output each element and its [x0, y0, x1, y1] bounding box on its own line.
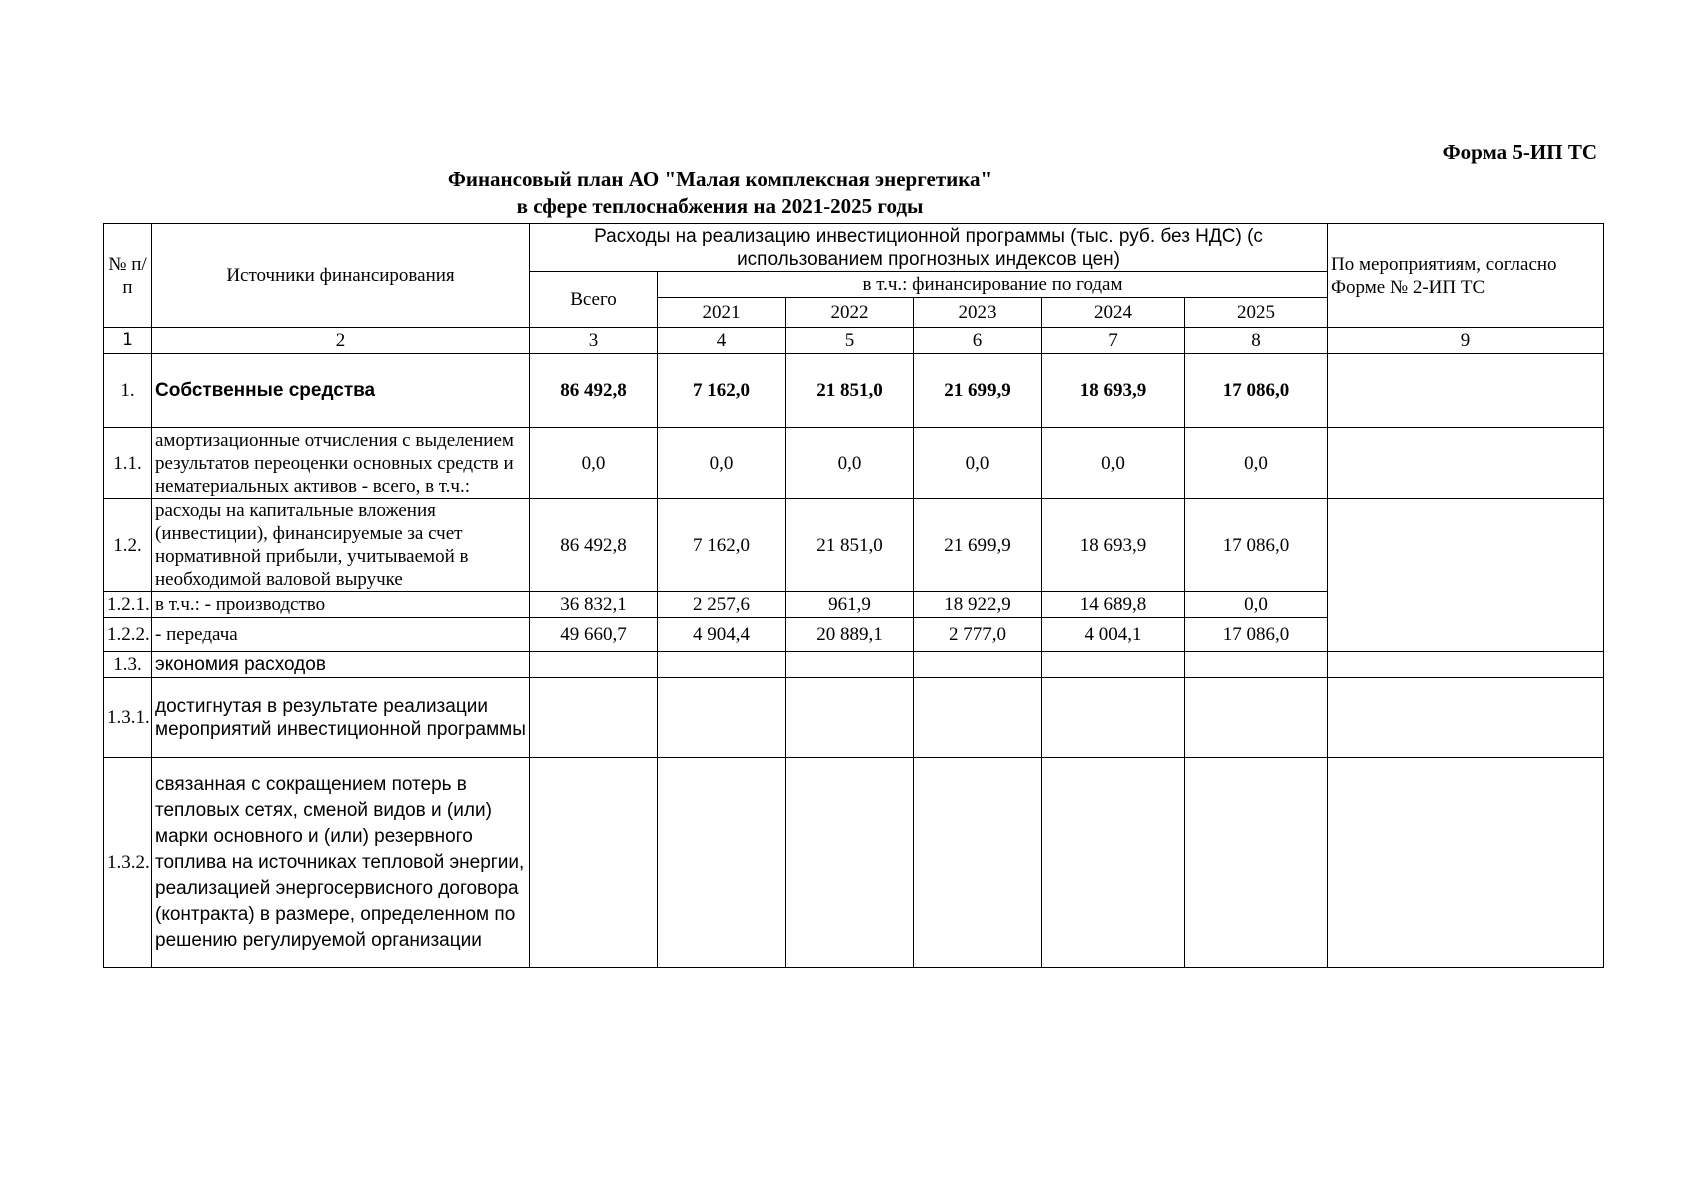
row-num: 1.2.: [104, 499, 152, 592]
header-year: 2025: [1185, 298, 1328, 328]
row-num: 1.2.2.: [104, 618, 152, 652]
index-cell: 6: [914, 328, 1042, 354]
index-cell: 2: [152, 328, 530, 354]
index-cell: 3: [530, 328, 658, 354]
table-row: [104, 428, 1604, 499]
header-year: 2023: [914, 298, 1042, 328]
title-line-1: Финансовый план АО "Малая комплексная энергетика": [447, 167, 993, 191]
row-total: 49 660,7: [530, 618, 658, 652]
row-measures: [1328, 428, 1604, 499]
form-code: Форма 5-ИП ТС: [1442, 140, 1597, 164]
row-value: 7 162,0: [658, 354, 786, 428]
row-total: [530, 652, 658, 678]
row-value: [1185, 652, 1328, 678]
header-sources: Источники финансирования: [152, 224, 530, 328]
row-name: в т.ч.: - производство: [152, 592, 530, 618]
row-value: 18 922,9: [914, 592, 1042, 618]
row-value: 17 086,0: [1185, 354, 1328, 428]
index-cell: 9: [1328, 328, 1604, 354]
financial-plan-table: [103, 223, 1604, 968]
header-measures: По мероприятиям, согласно Форме № 2-ИП ТС: [1328, 224, 1604, 328]
row-value: 17 086,0: [1185, 499, 1328, 592]
row-value: 21 851,0: [786, 354, 914, 428]
table-row: [104, 758, 1604, 968]
index-cell: 1: [104, 328, 152, 354]
index-cell: 4: [658, 328, 786, 354]
row-name: достигнутая в результате реализации мероприятий инвестиционной программы: [152, 678, 530, 758]
row-value: [786, 678, 914, 758]
row-value: 0,0: [1185, 592, 1328, 618]
header-total: Всего: [530, 272, 658, 328]
row-total: 86 492,8: [530, 354, 658, 428]
row-num: 1.1.: [104, 428, 152, 499]
page-title: [420, 166, 1020, 220]
row-name: Собственные средства: [152, 354, 530, 428]
header-year: 2022: [786, 298, 914, 328]
row-measures: [1328, 758, 1604, 968]
index-cell: 7: [1042, 328, 1185, 354]
header-expenses: Расходы на реализацию инвестиционной программы (тыс. руб. без НДС) (с использованием прогнозных индексов цен): [530, 224, 1328, 272]
row-value: [914, 758, 1042, 968]
row-value: [1042, 758, 1185, 968]
row-measures: [1328, 354, 1604, 428]
row-total: [530, 758, 658, 968]
row-value: 2 257,6: [658, 592, 786, 618]
row-name: связанная с сокращением потерь в тепловых сетях, сменой видов и (или) марки основного и (или) резервного топлива на источниках тепловой энергии, реализацией энергосервисного договора (контракта) в размере, определенном по решению регулируемой организации: [152, 758, 530, 968]
row-value: [786, 652, 914, 678]
row-name: экономия расходов: [152, 652, 530, 678]
row-value: [1042, 678, 1185, 758]
row-value: 0,0: [1185, 428, 1328, 499]
row-value: 0,0: [786, 428, 914, 499]
row-value: 18 693,9: [1042, 499, 1185, 592]
row-value: [1185, 758, 1328, 968]
table-row: [104, 652, 1604, 678]
header-by-years: в т.ч.: финансирование по годам: [658, 272, 1328, 298]
row-value: [786, 758, 914, 968]
row-value: 0,0: [658, 428, 786, 499]
row-value: 21 699,9: [914, 354, 1042, 428]
row-measures: [1328, 652, 1604, 678]
row-value: [1042, 652, 1185, 678]
row-value: 2 777,0: [914, 618, 1042, 652]
title-line-2: в сфере теплоснабжения на 2021-2025 годы: [516, 194, 924, 218]
row-value: 17 086,0: [1185, 618, 1328, 652]
row-total: [530, 678, 658, 758]
row-value: [658, 758, 786, 968]
header-num: № п/п: [104, 224, 152, 328]
row-value: [914, 652, 1042, 678]
index-cell: 5: [786, 328, 914, 354]
row-value: 18 693,9: [1042, 354, 1185, 428]
row-num: 1.: [104, 354, 152, 428]
row-measures: [1328, 499, 1604, 652]
row-value: [1185, 678, 1328, 758]
index-cell: 8: [1185, 328, 1328, 354]
table-row: [104, 499, 1604, 592]
row-value: 20 889,1: [786, 618, 914, 652]
row-value: 21 699,9: [914, 499, 1042, 592]
row-total: 36 832,1: [530, 592, 658, 618]
row-value: [658, 652, 786, 678]
row-value: 961,9: [786, 592, 914, 618]
table-row: [104, 678, 1604, 758]
row-value: 7 162,0: [658, 499, 786, 592]
row-name: расходы на капитальные вложения (инвестиции), финансируемые за счет нормативной прибыли, учитываемой в необходимой валовой выручке: [152, 499, 530, 592]
row-num: 1.2.1.: [104, 592, 152, 618]
row-measures: [1328, 678, 1604, 758]
row-total: 0,0: [530, 428, 658, 499]
row-name: амортизационные отчисления с выделением результатов переоценки основных средств и нематериальных активов - всего, в т.ч.:: [152, 428, 530, 499]
row-value: 4 904,4: [658, 618, 786, 652]
row-value: 0,0: [914, 428, 1042, 499]
row-num: 1.3.1.: [104, 678, 152, 758]
row-value: 14 689,8: [1042, 592, 1185, 618]
row-value: 0,0: [1042, 428, 1185, 499]
row-num: 1.3.: [104, 652, 152, 678]
row-value: 21 851,0: [786, 499, 914, 592]
row-value: [658, 678, 786, 758]
table-row: [104, 354, 1604, 428]
header-year: 2024: [1042, 298, 1185, 328]
row-value: [914, 678, 1042, 758]
row-num: 1.3.2.: [104, 758, 152, 968]
row-total: 86 492,8: [530, 499, 658, 592]
header-year: 2021: [658, 298, 786, 328]
row-name: - передача: [152, 618, 530, 652]
row-value: 4 004,1: [1042, 618, 1185, 652]
